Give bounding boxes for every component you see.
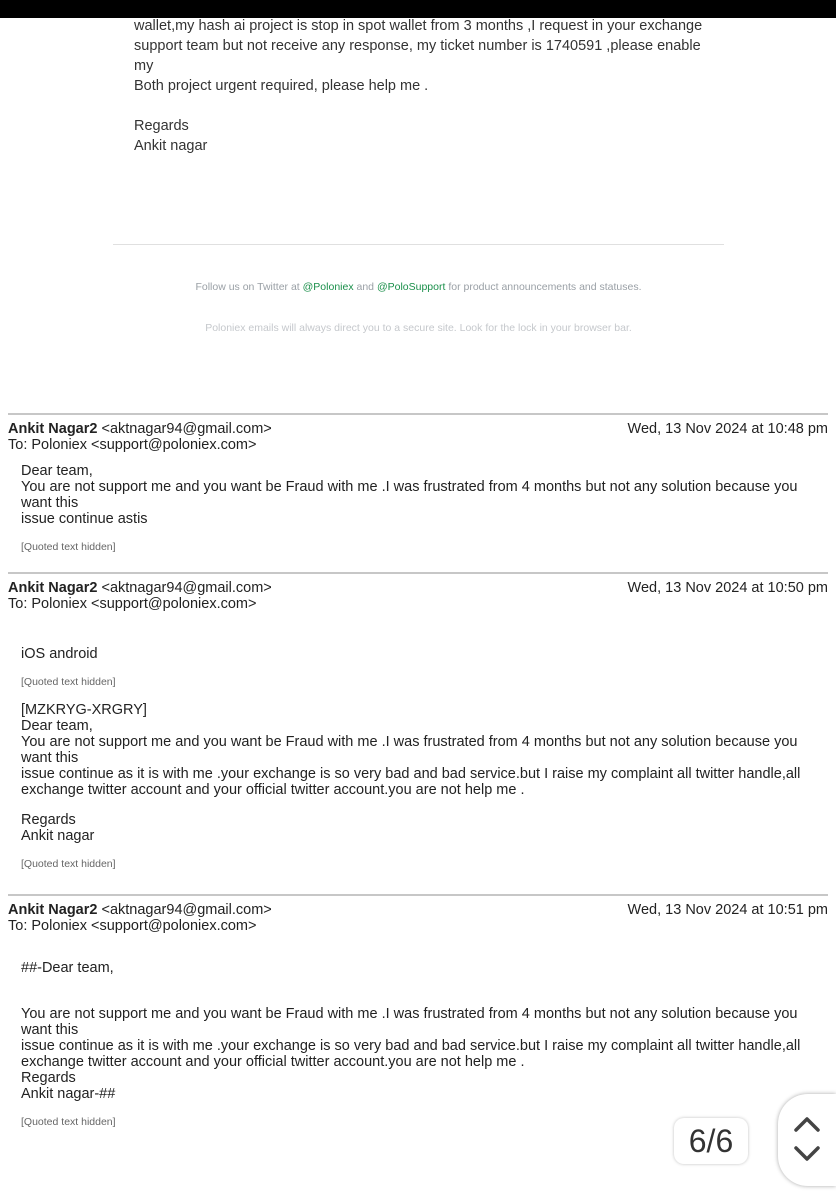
signature-text: Ankit nagar — [134, 138, 208, 154]
sender-email: <aktnagar94@gmail.com> — [101, 902, 272, 918]
recipient: To: Poloniex <support@poloniex.com> — [8, 596, 257, 612]
footer-divider — [113, 244, 724, 245]
message-3 — [8, 894, 828, 1130]
message-divider — [8, 572, 828, 574]
body-line: exchange twitter account and your official twitter account.you are not help me . — [21, 1054, 525, 1070]
current-page: 6 — [688, 1123, 707, 1159]
body-line: issue continue as it is with me .your exchange is so very bad and bad service.but I raise my complaint all twitter handle,all — [21, 766, 801, 782]
sender-email: <aktnagar94@gmail.com> — [101, 580, 272, 596]
security-note: Poloniex emails will always direct you to a secure site. Look for the lock in your browser bar. — [205, 322, 632, 334]
body-line: support team but not receive any response, my ticket number is 1740591 ,please enable my — [134, 38, 701, 74]
body-line: exchange twitter account and your official twitter account.you are not help me . — [21, 782, 525, 798]
greeting-text: ##-Dear team, — [21, 960, 114, 976]
quoted-text-toggle[interactable]: [Quoted text hidden] — [21, 676, 116, 688]
total-pages: 6 — [715, 1123, 734, 1159]
page-counter — [674, 1118, 748, 1164]
message-2 — [8, 572, 828, 872]
message-body — [8, 960, 828, 1130]
message-divider — [8, 894, 828, 896]
sender-name: Ankit Nagar2 — [8, 580, 98, 596]
platform-text: iOS android — [21, 646, 98, 662]
message-date: Wed, 13 Nov 2024 at 10:48 pm — [627, 421, 828, 437]
code-text: [MZKRYG-XRGRY] — [21, 702, 147, 718]
greeting-text: Dear team, — [21, 718, 93, 734]
signature-text: Ankit nagar-## — [21, 1086, 116, 1102]
page-navigation — [778, 1094, 836, 1186]
chevron-down-icon[interactable] — [792, 1144, 822, 1164]
body-line: wallet,my hash ai project is stop in spot wallet from 3 months ,I request in your exchange — [134, 18, 703, 34]
message-1 — [8, 413, 828, 555]
quoted-text-toggle[interactable]: [Quoted text hidden] — [21, 1116, 116, 1128]
message-date: Wed, 13 Nov 2024 at 10:51 pm — [627, 902, 828, 918]
previous-message-body — [134, 16, 704, 156]
recipient: To: Poloniex <support@poloniex.com> — [8, 918, 257, 934]
quoted-text-toggle[interactable]: [Quoted text hidden] — [21, 541, 116, 553]
message-header[interactable] — [8, 902, 828, 934]
sender-name: Ankit Nagar2 — [8, 421, 98, 437]
sender-name: Ankit Nagar2 — [8, 902, 98, 918]
body-line: issue continue astis — [21, 511, 148, 527]
message-header[interactable] — [8, 421, 828, 453]
poloniex-twitter-link[interactable]: @Poloniex — [302, 281, 354, 293]
body-line: You are not support me and you want be Fraud with me .I was frustrated from 4 months but not any solution because you want this — [21, 1006, 798, 1038]
recipient: To: Poloniex <support@poloniex.com> — [8, 437, 257, 453]
polosupport-twitter-link[interactable]: @PoloSupport — [376, 281, 446, 293]
message-date: Wed, 13 Nov 2024 at 10:50 pm — [627, 580, 828, 596]
message-body — [8, 463, 828, 555]
chevron-up-icon[interactable] — [792, 1114, 822, 1134]
message-divider — [8, 413, 828, 415]
message-body — [8, 646, 828, 872]
page-separator: / — [706, 1123, 716, 1159]
quoted-text-toggle[interactable]: [Quoted text hidden] — [21, 858, 116, 870]
body-line: You are not support me and you want be Fraud with me .I was frustrated from 4 months but not any solution because you want this — [21, 734, 798, 766]
regards-text: Regards — [134, 118, 189, 134]
signature-text: Ankit nagar — [21, 828, 95, 844]
body-line: issue continue as it is with me .your exchange is so very bad and bad service.but I raise my complaint all twitter handle,all — [21, 1038, 801, 1054]
body-line: You are not support me and you want be Fraud with me .I was frustrated from 4 months but not any solution because you want this — [21, 479, 798, 511]
greeting-text: Dear team, — [21, 463, 93, 479]
message-header[interactable] — [8, 580, 828, 612]
body-line: Both project urgent required, please help me . — [134, 78, 429, 94]
twitter-follow-note: Follow us on Twitter at @Poloniex and @PoloSupport for product announcements and statuses. — [195, 281, 642, 293]
regards-text: Regards — [21, 1070, 76, 1086]
sender-email: <aktnagar94@gmail.com> — [101, 421, 272, 437]
regards-text: Regards — [21, 812, 76, 828]
